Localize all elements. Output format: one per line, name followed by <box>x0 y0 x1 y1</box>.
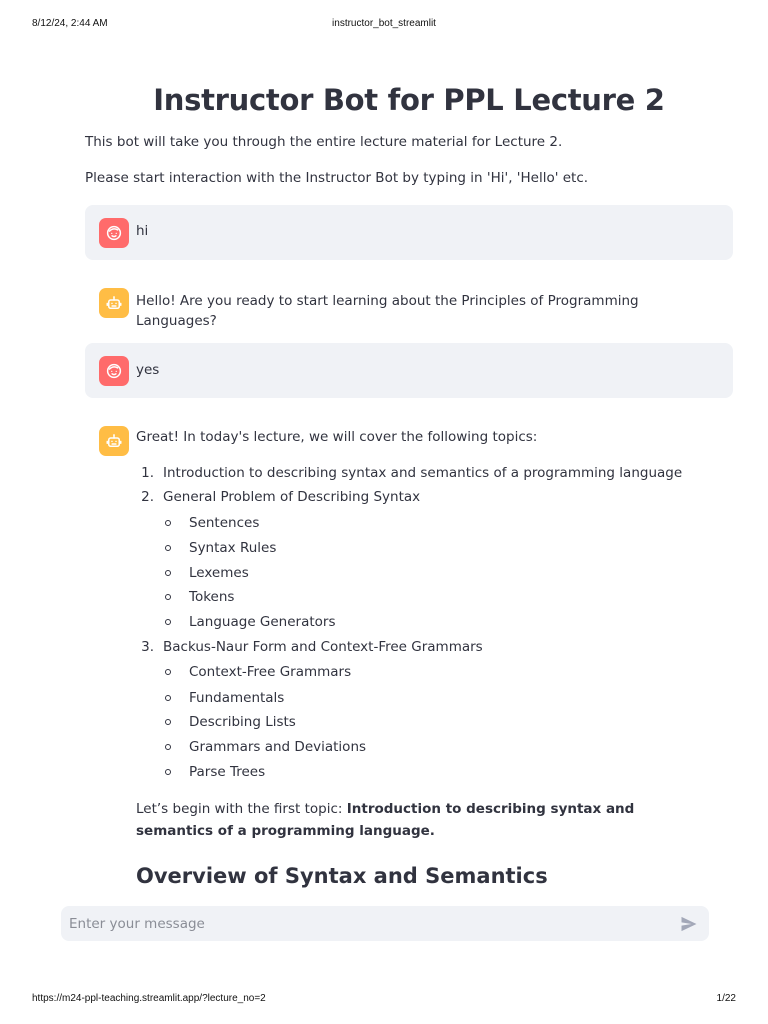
bullet-circle-icon <box>165 520 171 526</box>
subtopic-label: Grammars and Deviations <box>189 739 367 755</box>
bot-avatar <box>99 426 129 456</box>
bullet-circle-icon <box>165 570 171 576</box>
robot-icon <box>105 294 123 312</box>
chat-message-user <box>85 343 733 398</box>
topic-label: Backus-Naur Form and Context-Free Grammars <box>163 639 483 655</box>
chat-message-text: Hello! Are you ready to start learning about the Principles of Programming Languages? <box>136 293 639 329</box>
bot-avatar <box>99 288 129 318</box>
send-button[interactable] <box>679 914 699 934</box>
print-url: https://m24-ppl-teaching.streamlit.app/?lecture_no=2 <box>32 993 266 1004</box>
robot-icon <box>105 432 123 450</box>
subtopic-label: Sentences <box>189 515 260 531</box>
subtopic-label: Parse Trees <box>189 764 266 780</box>
user-avatar <box>99 218 129 248</box>
bullet-circle-icon <box>165 669 171 675</box>
send-icon <box>679 914 699 934</box>
user-face-icon <box>105 224 123 242</box>
print-header <box>32 18 736 30</box>
chat-input-bar <box>61 906 709 941</box>
topic-label: General Problem of Describing Syntax <box>163 489 421 505</box>
page-title: Instructor Bot for PPL Lecture 2 <box>153 83 665 117</box>
subtopic-label: Context-Free Grammars <box>189 664 352 680</box>
subtopic-label: Language Generators <box>189 614 336 630</box>
chat-message-text: Great! In today's lecture, we will cover the following topics: <box>136 429 538 445</box>
bullet-circle-icon <box>165 695 171 701</box>
print-footer <box>32 993 736 1005</box>
topic-label: Introduction to describing syntax and semantics of a programming language <box>163 465 683 481</box>
begin-prefix: Let’s begin with the first topic: <box>136 801 347 817</box>
subtopic-label: Lexemes <box>189 565 249 581</box>
bullet-circle-icon <box>165 619 171 625</box>
print-datetime: 8/12/24, 2:44 AM <box>32 18 108 29</box>
main-content <box>85 80 733 188</box>
chat-message-input[interactable] <box>69 906 669 941</box>
section-heading: Overview of Syntax and Semantics <box>136 864 548 888</box>
chat-message-text: hi <box>136 223 149 239</box>
bullet-circle-icon <box>165 594 171 600</box>
subtopic-label: Describing Lists <box>189 714 296 730</box>
bullet-circle-icon <box>165 769 171 775</box>
bullet-circle-icon <box>165 545 171 551</box>
begin-topic-text <box>136 798 696 842</box>
bullet-circle-icon <box>165 719 171 725</box>
intro-text-1: This bot will take you through the entire lecture material for Lecture 2. <box>85 134 563 150</box>
intro-text-2: Please start interaction with the Instructor Bot by typing in 'Hi', 'Hello' etc. <box>85 170 589 186</box>
begin-topic-bold: Introduction to describing syntax and semantics of a programming language. <box>136 801 635 839</box>
chat-message-user <box>85 205 733 260</box>
topic-number: 2. <box>141 489 154 505</box>
user-avatar <box>99 356 129 386</box>
print-page-title: instructor_bot_streamlit <box>332 18 436 29</box>
subtopic-label: Syntax Rules <box>189 540 277 556</box>
bullet-circle-icon <box>165 744 171 750</box>
user-face-icon <box>105 362 123 380</box>
chat-message-text: yes <box>136 362 160 378</box>
topic-number: 1. <box>141 465 154 481</box>
print-page-count: 1/22 <box>716 993 736 1004</box>
subtopic-label: Tokens <box>189 589 235 605</box>
chat-message-assistant <box>85 274 733 329</box>
subtopic-label: Fundamentals <box>189 690 285 706</box>
topic-number: 3. <box>141 639 154 655</box>
